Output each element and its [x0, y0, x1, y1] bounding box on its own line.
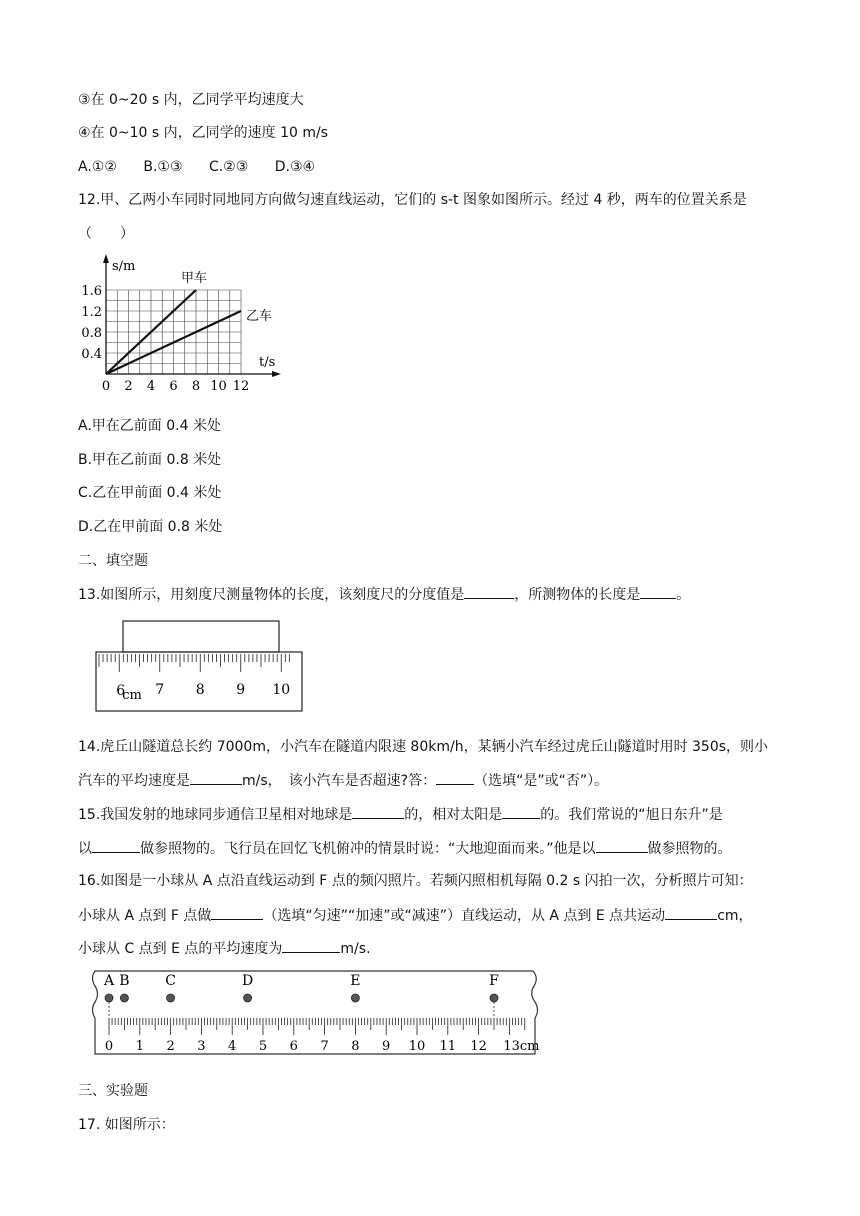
- point-label-c: C: [165, 973, 176, 989]
- ruler-label: 6: [289, 1039, 298, 1054]
- q14-line-2: [78, 770, 608, 791]
- ball-position-c: [167, 994, 175, 1002]
- q15-line-1: [78, 804, 723, 825]
- x-axis-arrow: [272, 371, 281, 377]
- q15-text-a: 15.我国发射的地球同步通信卫星相对地球是: [78, 807, 353, 823]
- x-tick-label: 10: [210, 379, 227, 394]
- q11-statement-4: ④在 0~10 s 内，乙同学的速度 10 m/s: [78, 125, 329, 141]
- x-tick-label: 2: [124, 379, 133, 394]
- q16-blank-2[interactable]: [665, 905, 717, 920]
- q15-text-e: 做参照物的。飞行员在回忆飞机俯冲的情景时说：“大地迎面而来。”他是以: [140, 841, 596, 857]
- series-label-yi: 乙车: [246, 309, 273, 324]
- ball-position-b: [120, 994, 128, 1002]
- q16-text-e: m/s.: [340, 941, 371, 957]
- ruler-label: 3: [197, 1039, 206, 1054]
- series-label-jia: 甲车: [181, 271, 208, 286]
- q11-choice-a: A.①②: [78, 159, 117, 175]
- q16-text-d: 小球从 C 点到 E 点的平均速度为: [78, 941, 283, 957]
- q16-text-b: （选填“匀速”“加速”或“减速”）直线运动，从 A 点到 E 点共运动: [263, 908, 666, 924]
- q16-text-c: cm，: [717, 908, 753, 924]
- q12-option-d: D.乙在甲前面 0.8 米处: [78, 519, 223, 535]
- q17-stem: 17. 如图所示：: [78, 1117, 175, 1133]
- st-graph: [78, 252, 288, 402]
- q13-text-a: 13.如图所示，用刻度尺测量物体的长度，该刻度尺的分度值是: [78, 587, 465, 603]
- q16-points: [103, 973, 499, 1023]
- ruler-label: 0: [104, 1039, 114, 1054]
- q14-text-a: 汽车的平均速度是: [78, 773, 190, 789]
- q15-text-d: 以: [78, 841, 92, 857]
- q13-object: [123, 621, 279, 652]
- x-tick-label: 4: [146, 379, 156, 394]
- q15-blank-3[interactable]: [92, 838, 140, 853]
- q16-strobe-photo: [85, 968, 545, 1058]
- x-tick-label: 12: [232, 379, 250, 394]
- q13-text-c: 。: [676, 587, 691, 603]
- q15-blank-4[interactable]: [596, 838, 648, 853]
- q14-text-b: m/s， 该小汽车是否超速?答：: [242, 773, 437, 789]
- ruler-label: 12: [470, 1039, 487, 1054]
- point-label-b: B: [119, 973, 130, 989]
- q16-blank-3[interactable]: [282, 938, 340, 953]
- point-label-d: D: [241, 973, 254, 989]
- y-tick-label: 1.6: [81, 284, 102, 299]
- q15-text-f: 做参照物的。: [647, 841, 732, 857]
- ruler-label: 1: [135, 1039, 144, 1054]
- x-tick-label: 0: [101, 379, 111, 394]
- ball-position-d: [244, 994, 252, 1002]
- y-axis-label: s/m: [112, 259, 136, 274]
- y-tick-label: 1.2: [81, 305, 102, 320]
- q16-text-a: 小球从 A 点到 F 点做: [78, 908, 212, 924]
- q12-bracket: （ ）: [78, 226, 134, 242]
- y-tick-label: 0.4: [81, 347, 102, 362]
- ball-position-f: [490, 994, 498, 1002]
- q11-choices: [78, 157, 337, 177]
- ruler-label: 9: [382, 1039, 391, 1054]
- q12-option-b: B.甲在乙前面 0.8 米处: [78, 452, 222, 468]
- q11-statement-3: ③在 0~20 s 内，乙同学平均速度大: [78, 92, 304, 108]
- q15-text-b: 的，相对太阳是: [404, 807, 503, 823]
- q12-option-a: A.甲在乙前面 0.4 米处: [78, 418, 221, 434]
- q12-option-c: C.乙在甲前面 0.4 米处: [78, 485, 222, 501]
- st-graph-grid: [106, 290, 241, 374]
- q14-line-1: 14.虎丘山隧道总长约 7000m，小汽车在隧道内限速 80km/h，某辆小汽车经过虎丘山隧道时用时 350s，则小: [78, 739, 769, 755]
- q16-ruler-labels: [105, 1039, 540, 1054]
- ruler-label: 7: [155, 682, 165, 698]
- q15-line-2: [78, 838, 732, 859]
- point-label-f: F: [489, 973, 499, 989]
- section-heading-fill-in: 二、填空题: [78, 553, 148, 569]
- ruler-unit-label: cm: [122, 688, 142, 703]
- ruler-label: 9: [236, 682, 246, 698]
- x-tick-label: 6: [169, 379, 178, 394]
- q16-blank-1[interactable]: [211, 905, 263, 920]
- q15-blank-2[interactable]: [502, 804, 540, 819]
- ruler-label: 10: [272, 682, 291, 698]
- ruler-label: 5: [258, 1039, 268, 1054]
- y-tick-label: 0.8: [81, 326, 102, 341]
- ruler-label: 7: [320, 1039, 329, 1054]
- q16-line-1: 16.如图是一小球从 A 点沿直线运动到 F 点的频闪照片。若频闪照相机每隔 0.2 s 闪拍一次，分析照片可知：: [78, 873, 753, 889]
- ruler-label: 10: [408, 1039, 426, 1054]
- q11-choice-c: C.②③: [208, 159, 249, 175]
- ball-position-a: [105, 994, 113, 1002]
- ball-position-e: [351, 994, 359, 1002]
- x-tick-label: 8: [191, 379, 201, 394]
- q16-line-3: [78, 938, 371, 959]
- ruler-label: 13cm: [503, 1039, 540, 1054]
- q15-blank-1[interactable]: [352, 804, 404, 819]
- q16-line-2: [78, 905, 753, 926]
- ruler-label: 8: [351, 1039, 360, 1054]
- q13-blank-2[interactable]: [640, 584, 676, 599]
- q13-text-b: ，所测物体的长度是: [514, 587, 641, 603]
- q11-choice-d: D.③④: [274, 159, 316, 175]
- q13-ruler-ticks: [99, 654, 289, 672]
- q12-stem: 12.甲、乙两小车同时同地同方向做匀速直线运动，它们的 s-t 图象如图所示。经过 4 秒，两车的位置关系是: [78, 192, 747, 208]
- point-label-a: A: [103, 973, 115, 989]
- q13-ruler-labels: [116, 682, 290, 703]
- q14-text-c: （选填“是”或“否”）。: [474, 773, 609, 789]
- point-label-e: E: [350, 973, 361, 989]
- ruler-label: 8: [195, 682, 205, 698]
- section-heading-experiment: 三、实验题: [78, 1083, 148, 1099]
- ruler-label: 2: [166, 1039, 175, 1054]
- q13-ruler: [90, 617, 330, 717]
- q16-ruler-ticks: [109, 1018, 525, 1035]
- q15-text-c: 的。我们常说的“旭日东升”是: [540, 807, 723, 823]
- q13-stem: [78, 584, 690, 605]
- q14-blank-2[interactable]: [436, 770, 474, 785]
- q13-blank-1[interactable]: [464, 584, 514, 599]
- q14-blank-1[interactable]: [190, 770, 242, 785]
- ruler-label: 4: [228, 1039, 237, 1054]
- y-axis-arrow: [103, 254, 109, 263]
- ruler-label: 11: [439, 1039, 457, 1054]
- q11-choice-b: B.①③: [143, 159, 183, 175]
- ruler-label: 6: [116, 683, 126, 699]
- x-axis-label: t/s: [259, 355, 276, 370]
